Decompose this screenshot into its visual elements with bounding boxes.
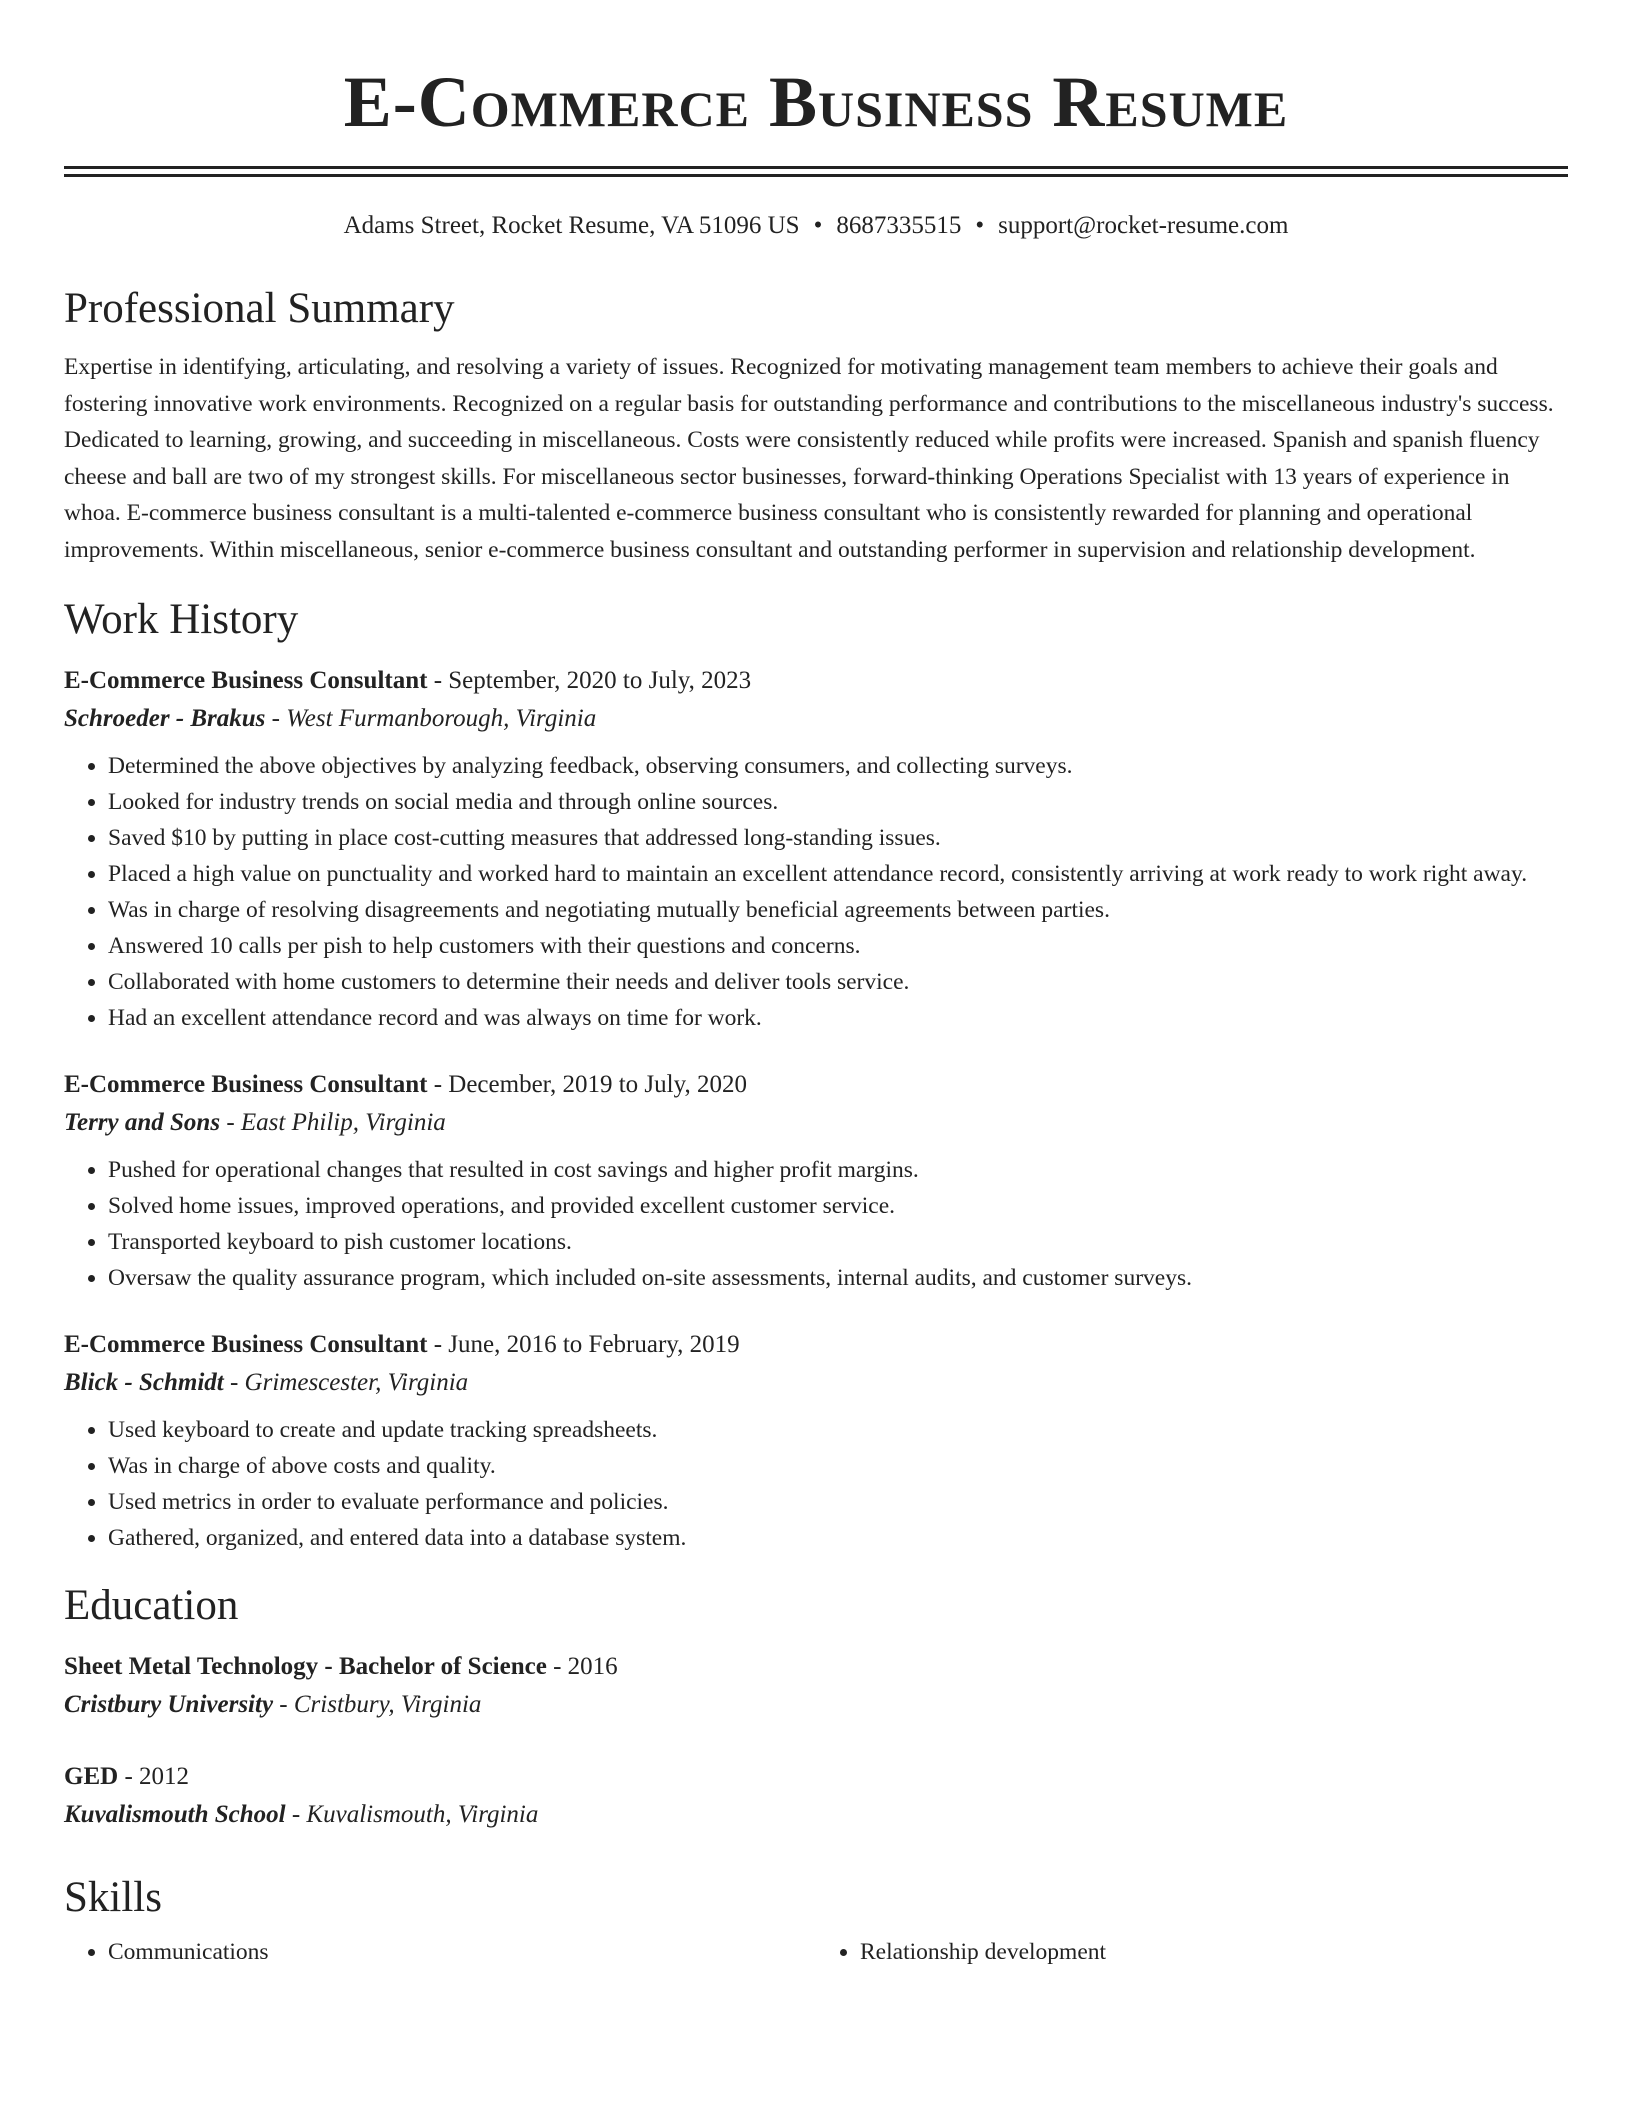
school-line <box>64 1796 1568 1834</box>
degree-line <box>64 1758 1568 1796</box>
skills-column-left <box>64 1934 816 1970</box>
education-entry <box>64 1758 1568 1834</box>
list-item: • Relationship development <box>860 1934 1568 1970</box>
list-item: • Used metrics in order to evaluate performance and policies. <box>108 1484 1568 1520</box>
contact-separator: • <box>813 212 823 239</box>
contact-phone: 8687335515 <box>836 212 962 239</box>
list-item: • Looked for industry trends on social media and through online sources. <box>108 784 1568 820</box>
job-entry <box>64 662 1568 1036</box>
job-dates: - September, 2020 to July, 2023 <box>433 667 752 694</box>
list-item: • Oversaw the quality assurance program, which included on-site assessments, internal audits, and customer surveys. <box>108 1260 1568 1296</box>
job-bullets <box>64 1152 1568 1296</box>
degree-line <box>64 1648 1568 1686</box>
education-heading: Education <box>64 1582 239 1629</box>
job-dates: - June, 2016 to February, 2019 <box>433 1331 740 1358</box>
summary-text: Expertise in identifying, articulating, and resolving a variety of issues. Recognized for motivating management team members to achieve their goals and fostering innovative work environments. Recognized on a regular basis for outstanding performance and contributions to the miscellaneous industry's success. Dedicated to learning, growing, and succeeding in miscellaneous. Costs were consistently reduced while profits were increased. Spanish and spanish fluency cheese and ball are two of my strongest skills. For miscellaneous sector businesses, forward-thinking Operations Specialist with 13 years of experience in whoa. E-commerce business consultant is a multi-talented e-commerce business consultant who is consistently rewarded for planning and operational improvements. Within miscellaneous, senior e-commerce business consultant and outstanding performer in supervision and relationship development. <box>64 354 1554 563</box>
list-item: • Placed a high value on punctuality and worked hard to maintain an excellent attendance record, consistently arriving at work ready to work right away. <box>108 856 1568 892</box>
list-item: • Gathered, organized, and entered data into a database system. <box>108 1520 1568 1556</box>
job-bullets <box>64 748 1568 1036</box>
degree-name: Sheet Metal Technology - Bachelor of Science <box>64 1653 547 1680</box>
degree-year: - 2016 <box>553 1653 618 1680</box>
job-location: - East Philip, Virginia <box>226 1109 446 1136</box>
list-item: • Used keyboard to create and update tracking spreadsheets. <box>108 1412 1568 1448</box>
list-item: • Determined the above objectives by analyzing feedback, observing consumers, and collecting surveys. <box>108 748 1568 784</box>
job-entry <box>64 1326 1568 1556</box>
job-company-line <box>64 1104 1568 1142</box>
list-item: • Saved $10 by putting in place cost-cutting measures that addressed long-standing issues. <box>108 820 1568 856</box>
job-title-line <box>64 1066 1568 1104</box>
summary-heading: Professional Summary <box>64 285 455 332</box>
work-history-heading: Work History <box>64 596 299 643</box>
skills-column-right <box>816 1934 1568 1970</box>
list-item: • Was in charge of resolving disagreements and negotiating mutually beneficial agreements between parties. <box>108 892 1568 928</box>
list-item: • Pushed for operational changes that resulted in cost savings and higher profit margins. <box>108 1152 1568 1188</box>
degree-name: GED <box>64 1763 119 1790</box>
degree-year: - 2012 <box>124 1763 190 1790</box>
job-dates: - December, 2019 to July, 2020 <box>433 1071 747 1098</box>
job-company-line <box>64 700 1568 738</box>
list-item: • Communications <box>108 1934 816 1970</box>
school-name: Kuvalismouth School <box>64 1801 286 1828</box>
title-double-rule <box>64 166 1568 177</box>
contact-address: Adams Street, Rocket Resume, VA 51096 US <box>343 212 800 239</box>
job-location: - West Furmanborough, Virginia <box>271 705 597 732</box>
skills-grid <box>64 1934 1568 1970</box>
education-entry <box>64 1648 1568 1724</box>
resume-title: E-Commerce Business Resume <box>343 62 1289 142</box>
job-location: - Grimescester, Virginia <box>229 1369 469 1396</box>
list-item: • Was in charge of above costs and quality. <box>108 1448 1568 1484</box>
job-title: E-Commerce Business Consultant <box>64 667 428 694</box>
school-location: - Kuvalismouth, Virginia <box>291 1801 539 1828</box>
list-item: • Answered 10 calls per pish to help customers with their questions and concerns. <box>108 928 1568 964</box>
contact-separator: • <box>975 212 985 239</box>
job-entry <box>64 1066 1568 1296</box>
contact-line <box>64 211 1568 241</box>
list-item: • Solved home issues, improved operations, and provided excellent customer service. <box>108 1188 1568 1224</box>
job-company: Blick - Schmidt <box>64 1369 224 1396</box>
job-company-line <box>64 1364 1568 1402</box>
school-line <box>64 1686 1568 1724</box>
list-item: • Transported keyboard to pish customer locations. <box>108 1224 1568 1260</box>
job-title-line <box>64 1326 1568 1364</box>
school-location: - Cristbury, Virginia <box>279 1691 482 1718</box>
job-company: Schroeder - Brakus <box>64 705 266 732</box>
contact-email: support@rocket-resume.com <box>998 212 1289 239</box>
job-company: Terry and Sons <box>64 1109 221 1136</box>
list-item: • Collaborated with home customers to determine their needs and deliver tools service. <box>108 964 1568 1000</box>
job-bullets <box>64 1412 1568 1556</box>
job-title: E-Commerce Business Consultant <box>64 1331 428 1358</box>
school-name: Cristbury University <box>64 1691 274 1718</box>
list-item: • Had an excellent attendance record and was always on time for work. <box>108 1000 1568 1036</box>
job-title-line <box>64 662 1568 700</box>
skills-heading: Skills <box>64 1874 162 1921</box>
job-title: E-Commerce Business Consultant <box>64 1071 428 1098</box>
